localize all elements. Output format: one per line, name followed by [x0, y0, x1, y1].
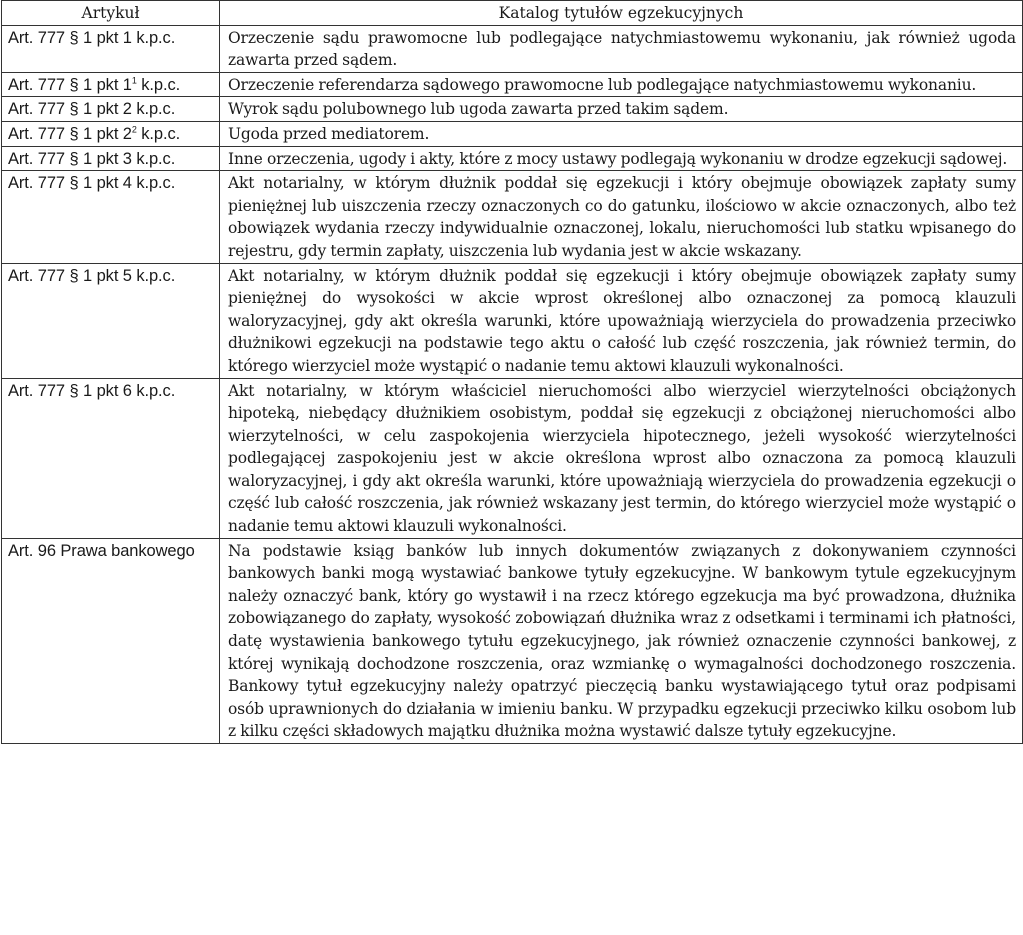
description-cell: Orzeczenie sądu prawomocne lub podlegające natychmiastowemu wykonaniu, jak również ugoda zawarta przed sądem. [220, 25, 1023, 72]
header-article: Artykuł [2, 1, 220, 26]
header-catalog: Katalog tytułów egzekucyjnych [220, 1, 1023, 26]
table-row [2, 72, 1023, 97]
article-cell: Art. 777 § 1 pkt 4 k.p.c. [2, 171, 220, 263]
table-row [2, 171, 1023, 263]
description-cell: Wyrok sądu polubownego lub ugoda zawarta przed takim sądem. [220, 97, 1023, 122]
article-cell: Art. 777 § 1 pkt 2 k.p.c. [2, 97, 220, 122]
table-row [2, 378, 1023, 538]
description-cell: Ugoda przed mediatorem. [220, 121, 1023, 146]
titles-table [1, 0, 1023, 744]
article-cell: Art. 777 § 1 pkt 3 k.p.c. [2, 146, 220, 171]
article-cell: Art. 96 Prawa bankowego [2, 538, 220, 743]
description-cell: Na podstawie ksiąg banków lub innych dokumentów związanych z dokonywaniem czynności bankowych banki mogą wystawiać bankowe tytuły egzekucyjne. W bankowym tytule egzekucyjnym należy oznaczyć bank, który go wystawił i na rzecz którego egzekucja ma być prowadzona, dłużnika zobowiązanego do zapłaty, wysokość zobowiązań dłużnika wraz z odsetkami i terminami ich płatności, datę wystawienia bankowego tytułu egzekucyjnego, jak również oznaczenie czynności bankowej, z której wynikają dochodzone roszczenia, oraz wzmiankę o wymagalności dochodzonego roszczenia. Bankowy tytuł egzekucyjny należy opatrzyć pieczęcią banku wystawiającego tytuł oraz podpisami osób uprawnionych do działania w imieniu banku. W przypadku egzekucji przeciwko kilku osobom lub z kilku części składowych majątku dłużnika można wystawić dalsze tytuły egzekucyjne. [220, 538, 1023, 743]
table-row [2, 146, 1023, 171]
article-cell: Art. 777 § 1 pkt $2^2$ k.p.c. [2, 121, 220, 146]
description-cell: Inne orzeczenia, ugody i akty, które z mocy ustawy podlegają wykonaniu w drodze egzekucji sądowej. [220, 146, 1023, 171]
description-cell: Akt notarialny, w którym właściciel nieruchomości albo wierzyciel wierzytelności obciążonych hipoteką, niebędący dłużnikiem osobistym, poddał się egzekucji z obciążonej nieruchomości albo wierzytelności, w celu zaspokojenia wierzyciela hipotecznego, jeżeli wysokość wierzytelności podlegającej zaspokojeniu jest w akcie określona wprost albo oznaczona za pomocą klauzuli waloryzacyjnej, i gdy akt określa warunki, które upoważniają wierzyciela do prowadzenia egzekucji o część lub całość roszczenia, jak również wskazany jest termin, do którego wierzyciel może wystąpić o nadanie temu aktowi klauzuli wykonalności. [220, 378, 1023, 538]
header-row [2, 1, 1023, 26]
description-cell: Akt notarialny, w którym dłużnik poddał się egzekucji i który obejmuje obowiązek zapłaty sumy pieniężnej lub uiszczenia rzeczy oznaczonych co do gatunku, ilościowo w akcie oznaczonych, albo też obowiązek wydania rzeczy indywidualnie oznaczonej, lokalu, nieruchomości lub statku wpisanego do rejestru, gdy termin zapłaty, uiszczenia lub wydania jest w akcie wskazany. [220, 171, 1023, 263]
description-cell: Akt notarialny, w którym dłużnik poddał się egzekucji i który obejmuje obowiązek zapłaty sumy pieniężnej do wysokości w akcie wprost określonej albo oznaczonej za pomocą klauzuli waloryzacyjnej, gdy akt określa warunki, które upoważniają wierzyciela do prowadzenia przeciwko dłużnikowi egzekucji na podstawie tego aktu o całość lub część roszczenia, jak również termin, do którego wierzyciel może wystąpić o nadanie temu aktowi klauzuli wykonalności. [220, 263, 1023, 378]
article-cell: Art. 777 § 1 pkt 1 k.p.c. [2, 25, 220, 72]
description-cell: Orzeczenie referendarza sądowego prawomocne lub podlegające natychmiastowemu wykonaniu. [220, 72, 1023, 97]
article-cell: Art. 777 § 1 pkt $1^1$ k.p.c. [2, 72, 220, 97]
table-row [2, 97, 1023, 122]
table-row [2, 263, 1023, 378]
article-cell: Art. 777 § 1 pkt 6 k.p.c. [2, 378, 220, 538]
table-row [2, 538, 1023, 743]
article-cell: Art. 777 § 1 pkt 5 k.p.c. [2, 263, 220, 378]
table-row [2, 25, 1023, 72]
table-row [2, 121, 1023, 146]
